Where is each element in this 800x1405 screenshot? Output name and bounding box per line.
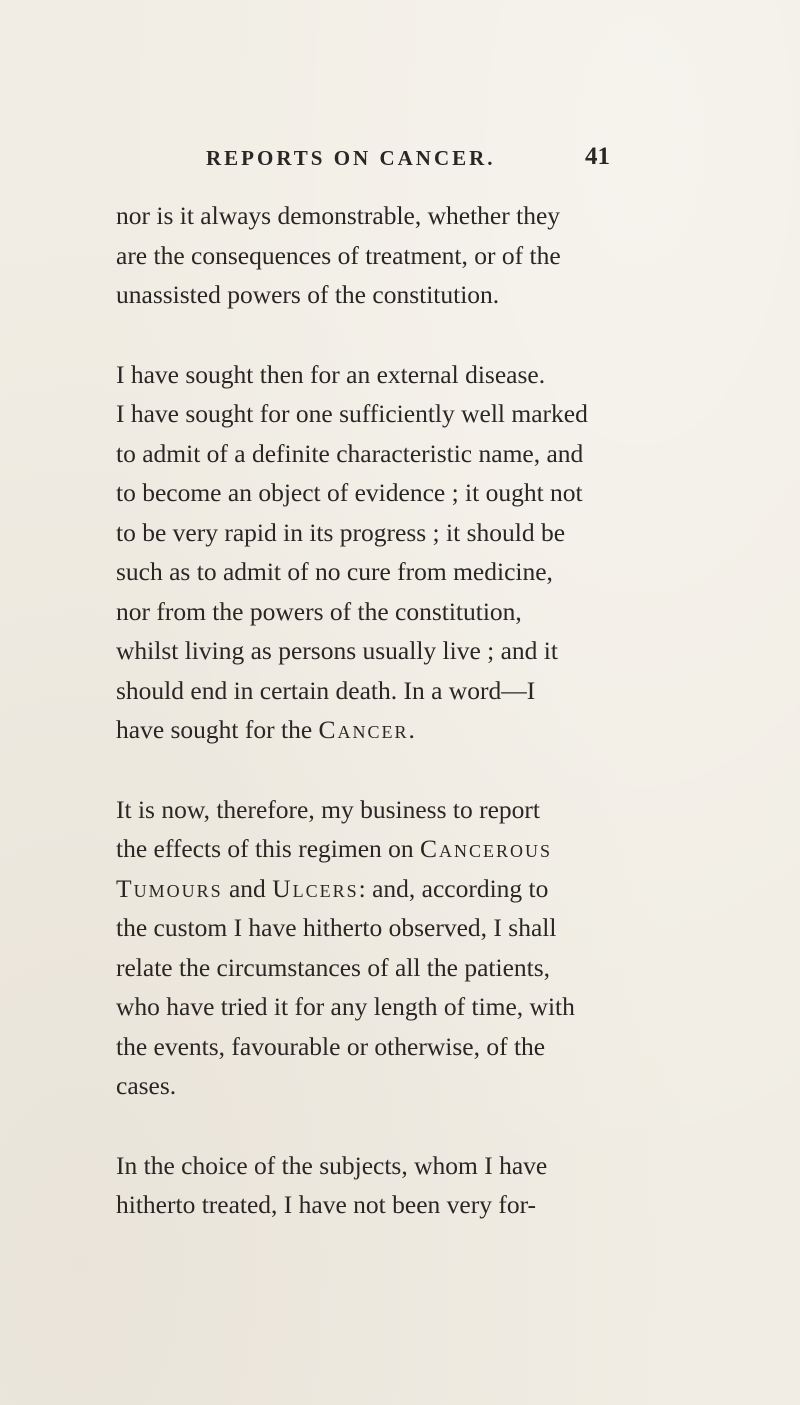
text-line: to admit of a definite characteristic name, and <box>116 438 584 468</box>
paragraph-4 <box>116 1146 712 1225</box>
text-line: Tumours and Ulcers: and, according to <box>116 873 549 903</box>
text-line: are the consequences of treatment, or of the <box>116 240 561 270</box>
text-line: nor is it always demonstrable, whether they <box>116 201 561 230</box>
page-header <box>0 143 800 186</box>
text-line: nor from the powers of the constitution, <box>116 596 522 626</box>
text-line: relate the circumstances of all the patients, <box>116 952 551 982</box>
text-line: to be very rapid in its progress ; it should be <box>116 517 566 547</box>
text-line: the events, favourable or otherwise, of the <box>116 1031 546 1061</box>
text-line: who have tried it for any length of time, with <box>116 992 575 1021</box>
text-line: the custom I have hitherto observed, I shall <box>116 913 557 942</box>
running-head: REPORTS ON CANCER. <box>206 146 496 170</box>
paragraph-3 <box>116 790 712 1106</box>
paragraph-2 <box>116 355 712 750</box>
text-line: should end in certain death. In a word—I <box>116 675 536 705</box>
text-line: whilst living as persons usually live ; and it <box>116 636 558 665</box>
paragraph-1 <box>116 196 712 315</box>
text-line: hitherto treated, I have not been very for- <box>116 1190 537 1219</box>
text-line: unassisted powers of the constitution. <box>116 280 500 309</box>
text-line: have sought for the Cancer. <box>116 715 415 744</box>
page-number: 41 <box>585 143 610 170</box>
text-line: such as to admit of no cure from medicine, <box>116 557 553 586</box>
body-text <box>116 196 712 1225</box>
text-line: I have sought then for an external disease. <box>116 359 546 389</box>
text-line: cases. <box>116 1071 177 1100</box>
text-line: It is now, therefore, my business to report <box>116 794 540 824</box>
text-line: I have sought for one sufficiently well marked <box>116 399 588 428</box>
text-line: the effects of this regimen on Cancerous <box>116 834 553 863</box>
text-line: In the choice of the subjects, whom I have <box>116 1150 548 1180</box>
text-line: to become an object of evidence ; it ought not <box>116 478 583 507</box>
